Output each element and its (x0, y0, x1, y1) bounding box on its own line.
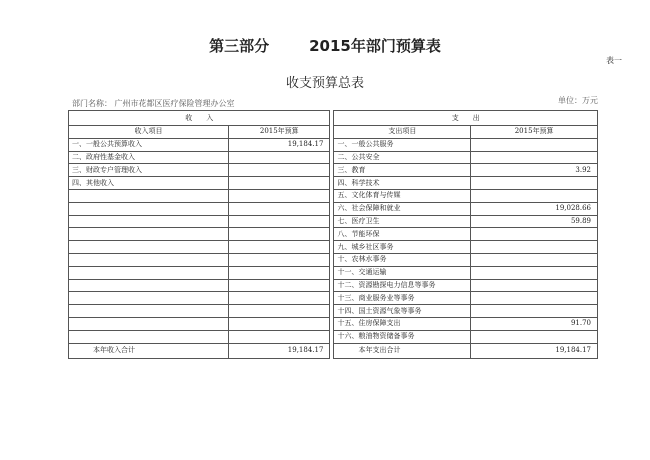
expense-item-cell: 十、农林水事务 (334, 253, 471, 266)
income-item-cell (69, 253, 229, 266)
income-item-cell: 四、其他收入 (69, 177, 229, 190)
department-label: 部门名称： (72, 99, 112, 108)
expense-value-cell (471, 266, 598, 279)
table-row (69, 202, 598, 215)
table-row (69, 189, 598, 202)
expense-item-cell: 九、城乡社区事务 (334, 241, 471, 254)
expense-item-cell: 四、科学技术 (334, 177, 471, 190)
table-row (69, 253, 598, 266)
income-item-cell (69, 215, 229, 228)
expense-item-cell: 十二、资源勘探电力信息等事务 (334, 279, 471, 292)
expense-item-cell: 一、一般公共服务 (334, 138, 471, 151)
income-value-cell: 19,184.17 (229, 138, 330, 151)
income-value-cell (229, 228, 330, 241)
expense-item-cell: 七、医疗卫生 (334, 215, 471, 228)
income-value-cell (229, 151, 330, 164)
expense-total-label: 本年支出合计 (334, 343, 471, 358)
expense-section-header: 支 出 (334, 111, 598, 126)
table-row (69, 164, 598, 177)
income-value-cell (229, 253, 330, 266)
expense-item-cell: 二、公共安全 (334, 151, 471, 164)
table-subtitle: 收支预算总表 (285, 76, 364, 91)
income-item-cell (69, 292, 229, 305)
income-item-cell (69, 228, 229, 241)
expense-item-cell: 八、节能环保 (334, 228, 471, 241)
expense-value-cell: 19,028.66 (471, 202, 598, 215)
expense-value-cell (471, 151, 598, 164)
section-header-row (69, 111, 598, 126)
table-row (69, 228, 598, 241)
income-budget-header: 2015年预算 (229, 126, 330, 139)
table-row (69, 177, 598, 190)
income-item-cell (69, 330, 229, 343)
total-row (69, 343, 598, 358)
expense-value-cell (471, 177, 598, 190)
expense-total-value: 19,184.17 (471, 343, 598, 358)
income-item-cell (69, 266, 229, 279)
expense-value-cell: 59.89 (471, 215, 598, 228)
income-item-cell (69, 202, 229, 215)
income-value-cell (229, 317, 330, 330)
expense-item-cell: 十一、交通运输 (334, 266, 471, 279)
expense-value-cell: 3.92 (471, 164, 598, 177)
income-total-value: 19,184.17 (229, 343, 330, 358)
expense-value-cell (471, 253, 598, 266)
income-item-cell (69, 189, 229, 202)
income-value-cell (229, 202, 330, 215)
income-value-cell (229, 266, 330, 279)
expense-item-cell: 十三、商业服务业等事务 (334, 292, 471, 305)
income-item-cell: 一、一般公共预算收入 (69, 138, 229, 151)
expense-value-cell (471, 330, 598, 343)
table-row (69, 151, 598, 164)
expense-value-cell (471, 228, 598, 241)
income-section-header: 收 入 (69, 111, 330, 126)
table-row (69, 317, 598, 330)
table-row (69, 292, 598, 305)
table-row (69, 330, 598, 343)
page-title (0, 35, 650, 56)
table-row (69, 241, 598, 254)
income-item-cell: 三、财政专户管理收入 (69, 164, 229, 177)
unit-label: 单位：万元 (558, 96, 598, 105)
income-item-cell (69, 317, 229, 330)
income-item-cell (69, 305, 229, 318)
expense-value-cell (471, 305, 598, 318)
income-value-cell (229, 164, 330, 177)
table-row (69, 138, 598, 151)
table-number: 表一 (606, 56, 622, 65)
main-title: 2015年部门预算表 (309, 37, 441, 55)
table-row (69, 305, 598, 318)
department-name: 广州市花都区医疗保险管理办公室 (114, 99, 235, 108)
expense-item-cell: 十五、住房保障支出 (334, 317, 471, 330)
income-value-cell (229, 241, 330, 254)
income-item-cell: 二、政府性基金收入 (69, 151, 229, 164)
part-label: 第三部分 (209, 37, 270, 55)
expense-value-cell: 91.70 (471, 317, 598, 330)
income-value-cell (229, 215, 330, 228)
expense-item-cell: 五、文化体育与传媒 (334, 189, 471, 202)
expense-value-cell (471, 241, 598, 254)
expense-value-cell (471, 138, 598, 151)
budget-table (68, 110, 598, 359)
expense-item-cell: 十四、国土资源气象等事务 (334, 305, 471, 318)
expense-item-cell: 十六、粮油物资储备事务 (334, 330, 471, 343)
income-item-cell (69, 241, 229, 254)
expense-item-cell: 六、社会保障和就业 (334, 202, 471, 215)
income-value-cell (229, 305, 330, 318)
table-row (69, 279, 598, 292)
expense-item-header: 支出项目 (334, 126, 471, 139)
income-value-cell (229, 279, 330, 292)
income-value-cell (229, 330, 330, 343)
expense-value-cell (471, 279, 598, 292)
table-row (69, 215, 598, 228)
income-item-header: 收入项目 (69, 126, 229, 139)
expense-budget-header: 2015年预算 (471, 126, 598, 139)
expense-value-cell (471, 292, 598, 305)
income-value-cell (229, 177, 330, 190)
income-value-cell (229, 189, 330, 202)
expense-value-cell (471, 189, 598, 202)
expense-item-cell: 三、教育 (334, 164, 471, 177)
table-row (69, 266, 598, 279)
department-line (72, 98, 235, 109)
income-value-cell (229, 292, 330, 305)
income-item-cell (69, 279, 229, 292)
column-header-row (69, 126, 598, 139)
income-total-label: 本年收入合计 (69, 343, 229, 358)
